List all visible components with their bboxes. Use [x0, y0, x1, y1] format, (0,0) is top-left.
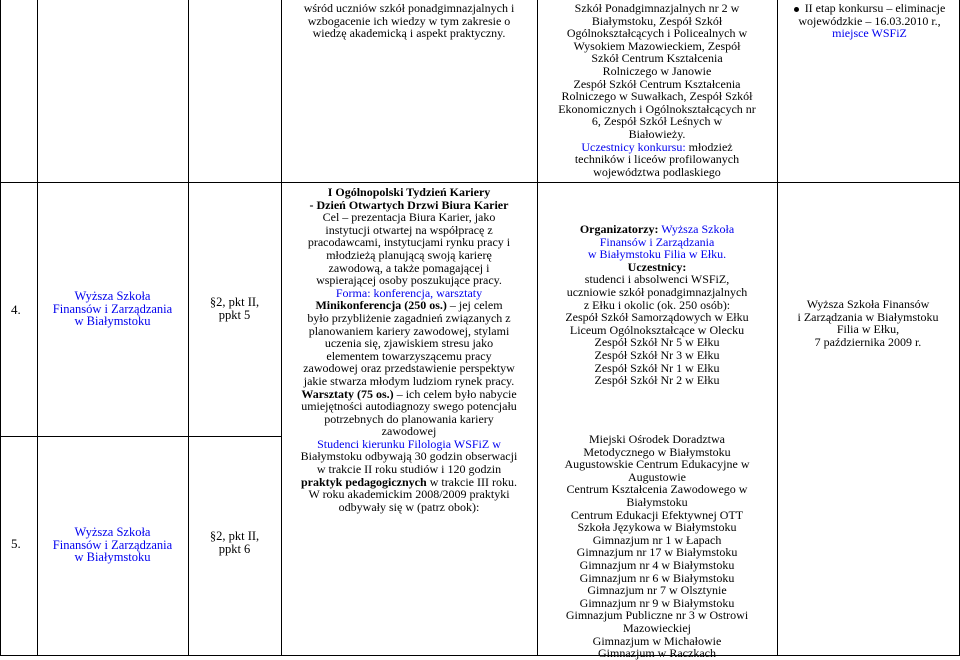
row-number: 5.: [11, 536, 21, 551]
paragraph-ref: §2, pkt II, ppkt 5: [209, 295, 260, 322]
organizer-cell: Wyższa Szkoła Finansów i Zarządzania w Białymstoku: [52, 289, 173, 329]
row-number: 4.: [11, 302, 21, 317]
table-border: [0, 0, 1, 656]
schedule-continuation: II etap konkursu – eliminacje wojewódzkie – 16.03.2010 r., miejsce WSFiZ: [779, 2, 960, 40]
goal-continuation: wśród uczniów szkół ponadgimnazjalnych i wzbogacenie ich wiedzy w tym zakresie o wiedzę akademicką i aspekt praktyczny.: [303, 1, 515, 41]
row-divider: [0, 182, 960, 183]
place-date-cell: Wyższa Szkoła Finansów i Zarządzania w Białymstoku Filia w Ełku, 7 października 2009 r.: [797, 297, 939, 349]
event-title: I Ogólnopolski Tydzień Kariery: [327, 185, 491, 199]
paragraph-ref: §2, pkt II, ppkt 6: [209, 529, 260, 556]
bullet-icon: [794, 7, 799, 12]
row-divider: [0, 436, 282, 437]
column-divider: [188, 0, 189, 656]
description-cell: I Ogólnopolski Tydzień Kariery - Dzień Otwartych Drzwi Biura Karier Cel – prezentacja Biura Karier, jako instytucji otwartej na współpracę z pracodawcami, instytucjami rynku pracy i młodzieżą planującą swoją karierę zawodową, a także pomagającej i wspierającej osoby poszukujące pracy. Forma: konferencja, warsztaty Minikonferencja (250 os.) – jej celem było przybliżenie zagadnień związanych z planowaniem kariery zawodowej, stylami uczenia się, zjawiskiem stresu jako elementem towarzyszącemu pracy zawodowej oraz przedstawienie perspektyw jakie stwarza młodym ludziom rynek pracy. Warsztaty (75 os.) – ich celem było nabycie umiejętności autodiagnozy swego potencjału potrzebnych do planowania kariery zawodowej Studenci kierunku Filologia WSFiZ w Białymstoku odbywają 30 godzin obserwacji w trakcie II roku studiów i 120 godzin praktyk pedagogicznych w trakcie III roku. W roku akademickim 2008/2009 praktyki odbywały się w (patrz obok):: [281, 186, 537, 513]
practice-schools-cell: Miejski Ośrodek Doradztwa Metodycznego w Białymstoku Augustowskie Centrum Edukacyjne w Augustowie Centrum Kształcenia Zawodowego w Białymstoku Centrum Edukacji Efektywnej OTT Szkoła Językowa w Białymstoku Gimnazjum nr 1 w Łapach Gimnazjum nr 17 w Białymstoku Gimnazjum nr 4 w Białymstoku Gimnazjum nr 6 w Białymstoku Gimnazjum nr 7 w Olsztynie Gimnazjum nr 9 w Białymstoku Gimnazjum Publiczne nr 3 w Ostrowi Mazowieckiej Gimnazjum w Michałowie Gimnazjum w Raczkach: [564, 432, 750, 660]
participants-cell: Organizatorzy: Wyższa Szkoła Finansów i Zarządzania w Białymstoku Filia w Ełku. Uczestnicy: studenci i absolwenci WSFiZ, uczniowie szkół ponadgimnazjalnych z Ełku i okolic (ok. 250 osób): Zespół Szkół Samorządowych w Ełku Liceum Ogólnokształcące w Olecku Zespół Szkół Nr 5 w Ełku Zespół Szkół Nr 3 w Ełku Zespół Szkół Nr 1 w Ełku Zespół Szkół Nr 2 w Ełku: [565, 222, 749, 388]
participants-continuation: Szkół Ponadgimnazjalnych nr 2 w Białymstoku, Zespół Szkół Ogólnokształcących i Policealnych w Wysokiem Mazowieckiem, Zespół Szkół Centrum Kształcenia Rolniczego w Janowie Zespół Szkół Centrum Kształcenia Rolniczego w Suwałkach, Zespół Szkół Ekonomicznych i Ogólnokształcących nr 6, Zespół Szkół Leśnych w Białowieży. Uczestnicy konkursu: młodzież techników i liceów profilowanych województwa podlaskiego: [558, 1, 756, 179]
participants-label: Uczestnicy konkursu:: [581, 139, 686, 154]
organizer-cell: Wyższa Szkoła Finansów i Zarządzania w Białymstoku: [52, 525, 173, 565]
